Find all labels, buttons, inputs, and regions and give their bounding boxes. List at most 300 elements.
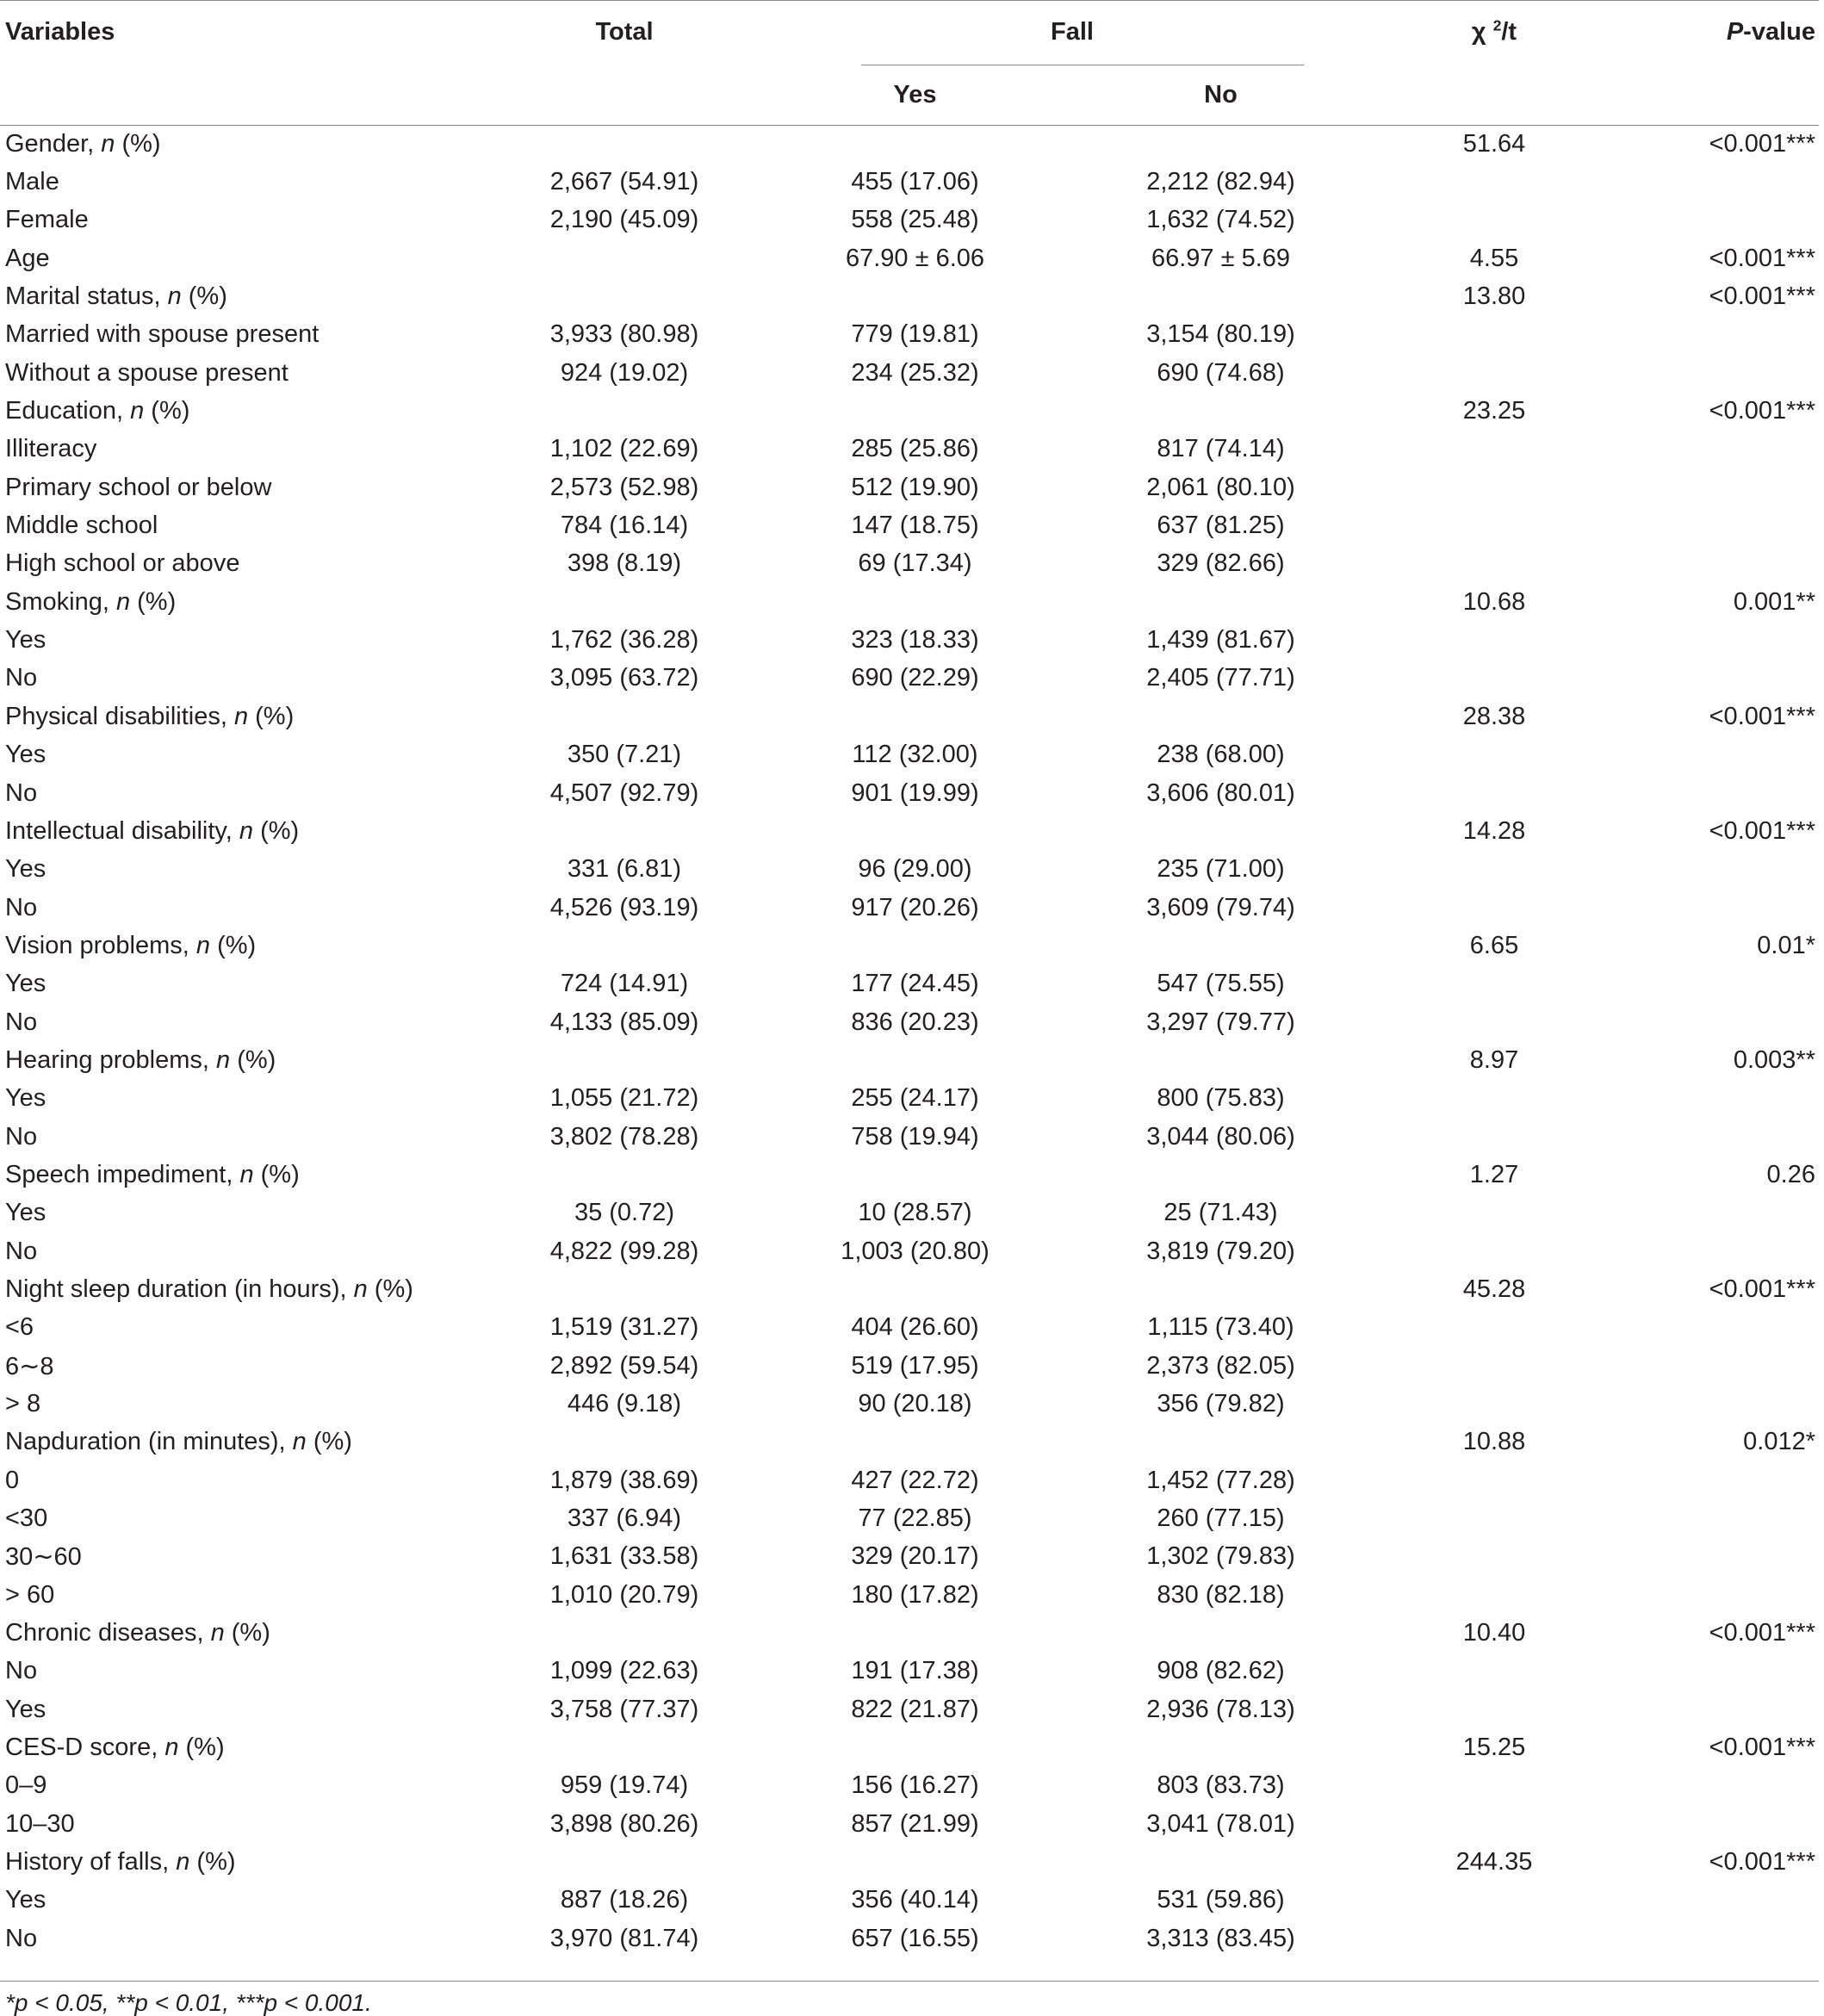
total-cell: 924 (19.02) [560, 358, 689, 387]
fall-yes-cell: 147 (18.75) [851, 512, 979, 540]
total-cell [482, 1424, 766, 1461]
p-value-cell: <0.001*** [1709, 129, 1815, 158]
fall-yes-cell: 180 (17.82) [851, 1580, 979, 1609]
row-label-text: Night sleep duration (in hours), [5, 1275, 354, 1303]
row-label [0, 1690, 482, 1728]
p-value-cell [1610, 889, 1819, 927]
row-label-text: Yes [5, 855, 47, 884]
fall-no-cell: 3,041 (78.01) [1146, 1809, 1295, 1838]
row-label [0, 583, 482, 621]
row-label-italic: n [115, 587, 131, 616]
fall-no-cell: 3,313 (83.45) [1146, 1924, 1295, 1952]
statistic-cell: 4.55 [1469, 244, 1519, 272]
statistic-cell [1378, 1920, 1610, 1957]
total-cell: 3,802 (78.28) [549, 1122, 699, 1151]
row-label [0, 1118, 482, 1156]
p-value-cell: 0.001** [1733, 587, 1815, 616]
fall-no-cell: 66.97 ± 5.69 [1151, 244, 1291, 272]
p-value-cell [1610, 545, 1819, 583]
fall-no-cell: 3,606 (80.01) [1146, 778, 1295, 807]
table-row [0, 1232, 1819, 1270]
statistic-cell: 28.38 [1462, 702, 1526, 730]
statistic-cell [1378, 1118, 1610, 1156]
row-label-italic: n [195, 931, 211, 959]
row-label-text: No [5, 778, 38, 807]
row-label-text: Yes [5, 970, 47, 998]
row-label [0, 277, 482, 315]
total-cell: 2,667 (54.91) [549, 168, 699, 196]
table-row [0, 1194, 1819, 1232]
row-label-suffix: (%) [144, 397, 190, 425]
fall-yes-cell [766, 1843, 1064, 1881]
table-row [0, 736, 1819, 774]
row-label [0, 1653, 482, 1690]
fall-no-cell: 3,297 (79.77) [1146, 1008, 1295, 1036]
fall-yes-cell [766, 1424, 1064, 1461]
statistic-cell [1378, 354, 1610, 392]
table-row [0, 277, 1819, 315]
header-fall-no: No [1204, 80, 1238, 109]
fall-yes-cell [766, 1156, 1064, 1194]
p-value-cell [1610, 621, 1819, 659]
statistic-cell: 10.88 [1462, 1428, 1526, 1456]
p-value-cell [1610, 1767, 1819, 1805]
statistic-cell: 23.25 [1462, 397, 1526, 425]
row-label-italic: n [210, 1619, 225, 1647]
statistic-cell: 6.65 [1469, 931, 1519, 959]
fall-yes-cell: 1,003 (20.80) [841, 1237, 990, 1265]
p-value-cell [1610, 736, 1819, 774]
row-label [0, 354, 482, 392]
row-label-suffix: (%) [178, 1734, 225, 1762]
table-row [0, 239, 1819, 277]
row-label-text: Without a spouse present [5, 358, 288, 387]
statistic-cell [1378, 1653, 1610, 1690]
fall-no-cell: 329 (82.66) [1157, 549, 1285, 578]
fall-yes-cell: 69 (17.34) [858, 549, 972, 578]
table-row [0, 774, 1819, 812]
fall-yes-cell [766, 1728, 1064, 1766]
total-cell: 1,010 (20.79) [549, 1580, 699, 1609]
fall-no-cell: 235 (71.00) [1157, 855, 1285, 884]
table-row [0, 1270, 1819, 1308]
statistic-cell: 244.35 [1455, 1848, 1533, 1876]
statistic-cell [1378, 1003, 1610, 1041]
row-label-suffix: (%) [230, 1045, 276, 1074]
row-label [0, 163, 482, 201]
statistic-cell: 13.80 [1462, 282, 1526, 311]
row-label-text: Yes [5, 1199, 47, 1227]
table-row [0, 1041, 1819, 1079]
row-label [0, 316, 482, 354]
fall-no-cell [1064, 277, 1378, 315]
p-value-cell: <0.001*** [1709, 244, 1815, 272]
row-label-text: No [5, 664, 38, 692]
p-value-cell [1610, 354, 1819, 392]
p-value-cell [1610, 431, 1819, 468]
table-row [0, 965, 1819, 1003]
row-label-text: 0 [5, 1466, 20, 1494]
table-row [0, 468, 1819, 506]
row-label [0, 851, 482, 889]
row-label-text: No [5, 1924, 38, 1952]
fall-no-cell [1064, 927, 1378, 965]
row-label-text: Smoking, [5, 587, 116, 616]
fall-no-cell: 1,452 (77.28) [1146, 1466, 1295, 1494]
row-label [0, 1232, 482, 1270]
fall-no-cell: 800 (75.83) [1157, 1084, 1285, 1113]
row-label-text: 0–9 [5, 1771, 47, 1800]
total-cell [482, 1728, 766, 1766]
row-label-italic: n [176, 1848, 190, 1876]
statistic-cell [1378, 468, 1610, 506]
statistic-cell [1378, 1538, 1610, 1576]
row-label [0, 1538, 482, 1576]
row-label-text: Yes [5, 741, 47, 769]
fall-yes-cell: 836 (20.23) [851, 1008, 979, 1036]
total-cell: 3,758 (77.37) [549, 1695, 699, 1723]
total-cell: 3,970 (81.74) [549, 1924, 699, 1952]
fall-no-cell [1064, 125, 1378, 163]
row-label [0, 1576, 482, 1614]
p-value-cell [1610, 1232, 1819, 1270]
table-row [0, 1843, 1819, 1881]
fall-yes-cell: 67.90 ± 6.06 [845, 244, 985, 272]
total-cell: 2,573 (52.98) [549, 473, 699, 501]
total-cell: 1,879 (38.69) [549, 1466, 699, 1494]
fall-yes-cell: 329 (20.17) [851, 1542, 979, 1571]
fall-no-cell: 803 (83.73) [1157, 1771, 1285, 1800]
statistic-cell [1378, 1576, 1610, 1614]
p-value-cell [1610, 1920, 1819, 1957]
fall-yes-cell: 519 (17.95) [851, 1351, 979, 1380]
fall-no-cell: 830 (82.18) [1157, 1580, 1285, 1609]
header-total: Total [595, 18, 654, 46]
fall-yes-cell: 77 (22.85) [858, 1504, 972, 1533]
row-label-text: Hearing problems, [5, 1045, 216, 1074]
row-label-text: > 8 [5, 1390, 41, 1418]
fall-yes-cell [766, 1041, 1064, 1079]
fall-yes-cell: 234 (25.32) [851, 358, 979, 387]
row-label-italic: n [233, 702, 249, 730]
p-value-cell [1610, 774, 1819, 812]
total-cell: 337 (6.94) [567, 1504, 682, 1533]
table-row [0, 1309, 1819, 1347]
p-value-cell [1610, 506, 1819, 544]
fall-yes-cell: 356 (40.14) [851, 1886, 979, 1914]
total-cell: 1,762 (36.28) [549, 626, 699, 654]
row-label-text: Married with spouse present [5, 320, 320, 349]
total-cell: 35 (0.72) [574, 1199, 675, 1227]
row-label-suffix: (%) [130, 587, 177, 616]
fall-yes-cell [766, 583, 1064, 621]
fall-yes-cell [766, 125, 1064, 163]
fall-no-cell [1064, 1041, 1378, 1079]
table-bottom-rule [0, 1981, 1819, 1982]
row-label-text: Physical disabilities, [5, 702, 234, 730]
fall-no-cell: 25 (71.43) [1163, 1199, 1278, 1227]
statistic-cell [1378, 1805, 1610, 1843]
total-cell: 4,822 (99.28) [549, 1237, 699, 1265]
row-label-text: Education, [5, 397, 131, 425]
fall-no-cell: 690 (74.68) [1157, 358, 1285, 387]
row-label-text: No [5, 1122, 38, 1151]
total-cell: 3,095 (63.72) [549, 664, 699, 692]
row-label [0, 392, 482, 430]
row-label-suffix: (%) [181, 282, 227, 311]
p-value-cell [1610, 1080, 1819, 1118]
row-label-text: Yes [5, 1084, 47, 1113]
table-row [0, 1653, 1819, 1690]
p-value-cell: <0.001*** [1709, 816, 1815, 845]
row-label [0, 698, 482, 735]
p-value-cell [1610, 1003, 1819, 1041]
table-row [0, 660, 1819, 698]
table-row [0, 889, 1819, 927]
fall-no-cell: 3,044 (80.06) [1146, 1122, 1295, 1151]
table-row [0, 851, 1819, 889]
fall-yes-cell: 255 (24.17) [851, 1084, 979, 1113]
statistic-cell [1378, 1194, 1610, 1232]
fall-no-cell [1064, 1156, 1378, 1194]
table-row [0, 202, 1819, 239]
table-row [0, 812, 1819, 850]
footnote: *p < 0.05, **p < 0.01, ***p < 0.001. [5, 1989, 372, 2016]
statistic-cell [1378, 774, 1610, 812]
total-cell: 1,055 (21.72) [549, 1084, 699, 1113]
total-cell: 4,507 (92.79) [549, 778, 699, 807]
p-value-cell [1610, 1653, 1819, 1690]
statistic-cell: 10.68 [1462, 587, 1526, 616]
row-label-suffix: (%) [248, 702, 295, 730]
row-label [0, 1385, 482, 1423]
total-cell [482, 1156, 766, 1194]
p-value-cell [1610, 316, 1819, 354]
fall-no-cell: 356 (79.82) [1157, 1390, 1285, 1418]
row-label-italic: n [239, 816, 254, 845]
row-label-text: Yes [5, 1695, 47, 1723]
row-label-suffix: (%) [189, 1848, 236, 1876]
fall-no-cell [1064, 698, 1378, 735]
row-label-italic: n [216, 1045, 231, 1074]
fall-yes-cell: 455 (17.06) [851, 168, 979, 196]
fall-no-cell: 2,061 (80.10) [1146, 473, 1295, 501]
fall-no-cell: 817 (74.14) [1157, 435, 1285, 463]
header-fall: Fall [1051, 18, 1094, 46]
header-fall-yes: Yes [893, 80, 937, 109]
table-row [0, 125, 1819, 163]
fall-no-cell: 3,609 (79.74) [1146, 893, 1295, 921]
table-row [0, 1882, 1819, 1920]
table-row [0, 927, 1819, 965]
fall-yes-cell [766, 1614, 1064, 1652]
p-value-cell: 0.012* [1743, 1428, 1815, 1456]
fall-yes-cell: 822 (21.87) [851, 1695, 979, 1723]
header-statistic: χ $^2$/t [1471, 16, 1517, 46]
statistic-cell [1378, 316, 1610, 354]
p-value-cell: <0.001*** [1709, 1848, 1815, 1876]
statistic-cell [1378, 1347, 1610, 1385]
row-label [0, 545, 482, 583]
fall-no-cell: 531 (59.86) [1157, 1886, 1285, 1914]
row-label-text: Male [5, 168, 59, 196]
row-label [0, 1156, 482, 1194]
total-cell: 446 (9.18) [567, 1390, 682, 1418]
row-label-suffix: (%) [210, 931, 257, 959]
header-variables: Variables [5, 18, 115, 46]
statistic-cell [1378, 1232, 1610, 1270]
table-row [0, 1461, 1819, 1499]
row-label-text: Middle school [5, 512, 158, 540]
table-row [0, 1614, 1819, 1652]
row-label-text: Gender, [5, 129, 102, 158]
total-cell: 1,631 (33.58) [549, 1542, 699, 1571]
p-value-cell [1610, 1118, 1819, 1156]
statistic-cell [1378, 1767, 1610, 1805]
total-cell [482, 239, 766, 277]
row-label-suffix: (%) [253, 816, 300, 845]
total-cell [482, 927, 766, 965]
statistic-cell [1378, 851, 1610, 889]
p-value-cell: 0.01* [1757, 931, 1815, 959]
fall-no-cell: 2,936 (78.13) [1146, 1695, 1295, 1723]
row-label [0, 1309, 482, 1347]
p-value-cell: <0.001*** [1709, 397, 1815, 425]
fall-no-cell: 547 (75.55) [1157, 970, 1285, 998]
total-cell [482, 392, 766, 430]
row-label [0, 889, 482, 927]
p-value-cell: <0.001*** [1709, 1619, 1815, 1647]
table-row [0, 1003, 1819, 1041]
statistic-cell [1378, 1080, 1610, 1118]
fall-yes-cell: 156 (16.27) [851, 1771, 979, 1800]
p-value-cell [1610, 1538, 1819, 1576]
statistic-cell [1378, 1499, 1610, 1537]
statistic-cell [1378, 1385, 1610, 1423]
row-label-text: <30 [5, 1504, 48, 1533]
row-label [0, 1461, 482, 1499]
p-value-cell [1610, 1690, 1819, 1728]
fall-no-cell: 3,819 (79.20) [1146, 1237, 1295, 1265]
row-label-text: Age [5, 244, 50, 272]
total-cell: 784 (16.14) [560, 512, 689, 540]
row-label [0, 202, 482, 239]
statistic-cell: 1.27 [1469, 1160, 1519, 1188]
row-label [0, 1347, 482, 1385]
row-label [0, 468, 482, 506]
table-row [0, 392, 1819, 430]
statistic-cell [1378, 1309, 1610, 1347]
table-row [0, 1424, 1819, 1461]
p-value-cell: 0.26 [1766, 1160, 1815, 1188]
statistic-cell [1378, 506, 1610, 544]
statistic-cell [1378, 163, 1610, 201]
row-label-text: Speech impediment, [5, 1160, 240, 1188]
row-label [0, 812, 482, 850]
p-value-cell [1610, 1347, 1819, 1385]
total-cell: 2,190 (45.09) [549, 206, 699, 234]
fall-no-cell: 1,115 (73.40) [1147, 1313, 1294, 1342]
table-row [0, 1385, 1819, 1423]
total-cell: 4,133 (85.09) [549, 1008, 699, 1036]
table-row [0, 1920, 1819, 1957]
fall-yes-cell: 404 (26.60) [851, 1313, 979, 1342]
p-value-cell [1610, 1805, 1819, 1843]
row-label-text: High school or above [5, 549, 240, 578]
p-value-cell [1610, 1499, 1819, 1537]
total-cell: 1,102 (22.69) [549, 435, 699, 463]
row-label-suffix: (%) [367, 1275, 413, 1303]
row-label [0, 736, 482, 774]
table-row [0, 1690, 1819, 1728]
table-row [0, 1767, 1819, 1805]
fall-no-cell: 908 (82.62) [1157, 1657, 1285, 1685]
statistic-cell [1378, 1461, 1610, 1499]
fall-yes-cell: 427 (22.72) [851, 1466, 979, 1494]
fall-yes-cell: 191 (17.38) [851, 1657, 979, 1685]
row-label-text: Illiteracy [5, 435, 97, 463]
total-cell [482, 812, 766, 850]
row-label-text: 10–30 [5, 1809, 75, 1838]
header-p-value: P-value [1726, 18, 1815, 46]
table-row [0, 1576, 1819, 1614]
row-label-text: History of falls, [5, 1848, 177, 1876]
statistic-cell: 10.40 [1462, 1619, 1526, 1647]
p-value-cell [1610, 1309, 1819, 1347]
p-value-cell [1610, 660, 1819, 698]
statistic-cell [1378, 1882, 1610, 1920]
p-value-cell [1610, 965, 1819, 1003]
statistic-cell [1378, 1690, 1610, 1728]
row-label-text: Primary school or below [5, 473, 272, 501]
total-cell [482, 698, 766, 735]
fall-no-cell: 1,632 (74.52) [1146, 206, 1295, 234]
row-label-suffix: (%) [224, 1619, 270, 1647]
fall-yes-cell: 512 (19.90) [851, 473, 979, 501]
table-row [0, 698, 1819, 735]
row-label-italic: n [292, 1428, 307, 1456]
fall-yes-cell: 90 (20.18) [858, 1390, 972, 1418]
row-label-text: <6 [5, 1313, 34, 1342]
fall-yes-cell [766, 277, 1064, 315]
row-label [0, 1767, 482, 1805]
total-cell: 724 (14.91) [560, 970, 689, 998]
total-cell [482, 125, 766, 163]
fall-no-cell [1064, 583, 1378, 621]
total-cell: 2,892 (59.54) [549, 1351, 699, 1380]
row-label [0, 774, 482, 812]
fall-no-cell [1064, 1270, 1378, 1308]
p-value-cell [1610, 1882, 1819, 1920]
fall-no-cell: 2,373 (82.05) [1146, 1351, 1295, 1380]
p-value-cell: <0.001*** [1709, 282, 1815, 311]
statistic-cell: 45.28 [1462, 1275, 1526, 1303]
fall-no-cell: 637 (81.25) [1157, 512, 1285, 540]
statistic-cell: 15.25 [1462, 1734, 1526, 1762]
row-label-text: 6∼8 [5, 1352, 54, 1380]
row-label-text: Napduration (in minutes), [5, 1428, 293, 1456]
table-row [0, 1538, 1819, 1576]
row-label-text: Vision problems, [5, 931, 196, 959]
fall-no-cell: 238 (68.00) [1157, 741, 1285, 769]
total-cell: 3,933 (80.98) [549, 320, 699, 349]
total-cell: 1,519 (31.27) [549, 1313, 699, 1342]
row-label-italic: n [167, 282, 182, 311]
row-label [0, 1003, 482, 1041]
table-row [0, 506, 1819, 544]
fall-no-cell: 260 (77.15) [1157, 1504, 1285, 1533]
statistic-cell [1378, 202, 1610, 239]
